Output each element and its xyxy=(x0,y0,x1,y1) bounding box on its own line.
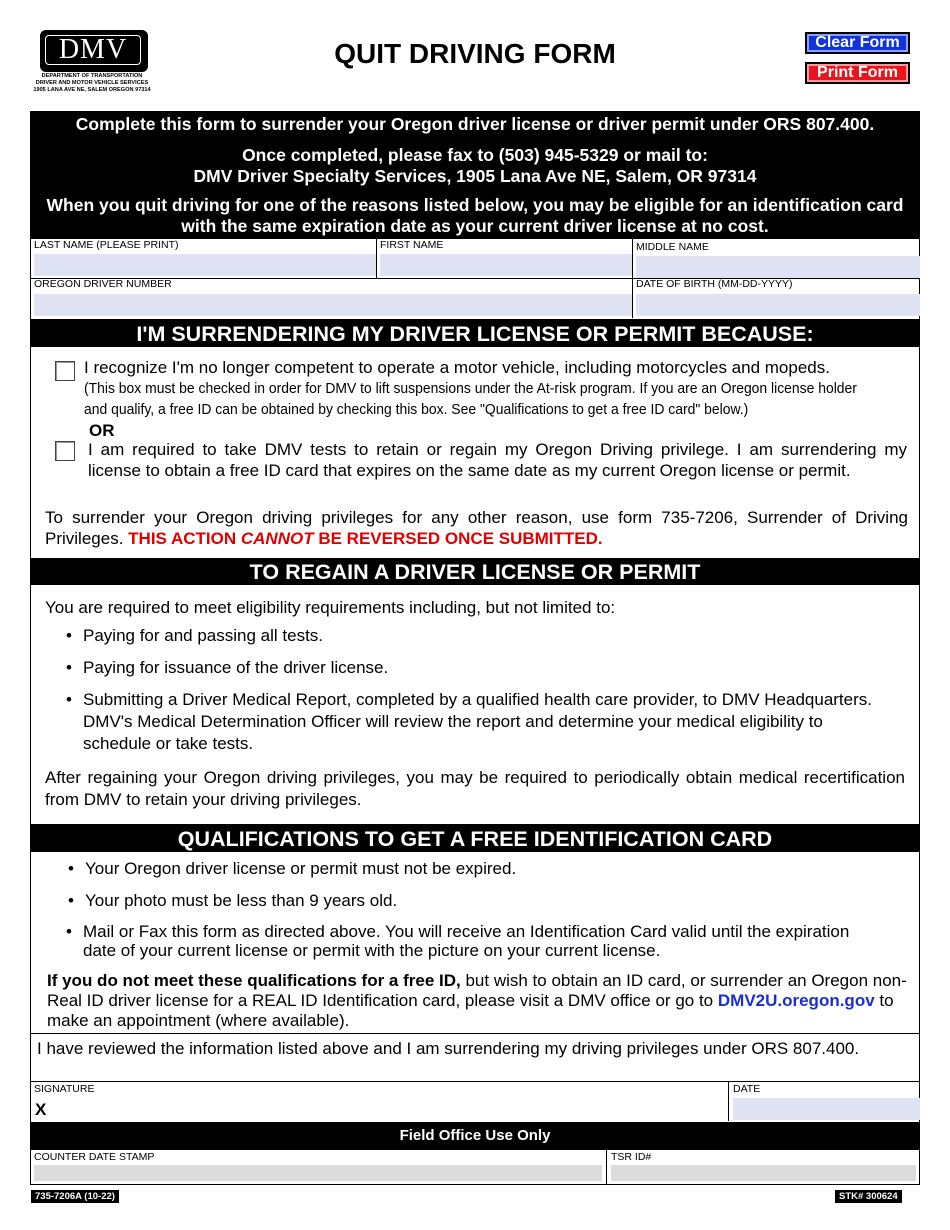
dob-label: DATE OF BIRTH (MM-DD-YYYY) xyxy=(636,278,793,290)
qual-bullet-3: Mail or Fax this form as directed above. You will receive an Identification Card valid until the expiration date of your current license or permit with the picture on your current license. xyxy=(83,922,850,960)
note-end: to make an appointment (where available). xyxy=(47,991,894,1030)
print-form-button[interactable]: Print Form xyxy=(805,62,910,84)
bullet-icon: • xyxy=(66,658,72,677)
divider xyxy=(30,1081,920,1082)
agency-address xyxy=(28,73,156,94)
last-name-input[interactable] xyxy=(34,254,376,276)
list-item xyxy=(66,657,903,679)
dmv-logo-text: DMV xyxy=(45,35,141,65)
list-item xyxy=(66,625,903,647)
banner-line-2: Once completed, please fax to (503) 945-5329 or mail to: xyxy=(242,145,708,165)
driver-number-label: OREGON DRIVER NUMBER xyxy=(34,278,172,290)
agency-line-2: DRIVER AND MOTOR VEHICLE SERVICES xyxy=(35,80,149,86)
form-number: 735-7206A (10-22) xyxy=(31,1190,119,1203)
qual-bullet-2: Your photo must be less than 9 years old. xyxy=(85,891,398,910)
tests-checkbox[interactable] xyxy=(55,441,75,461)
warning-post: BE REVERSED ONCE SUBMITTED. xyxy=(318,529,603,548)
banner-line-3: DMV Driver Specialty Services, 1905 Lana Ave NE, Salem, OR 97314 xyxy=(193,166,757,186)
option-2-text: I am required to take DMV tests to retain or regain my Oregon Driving privilege. I am surrendering my license to obtain a free ID card that expires on the same date as my current Oregon license or permit. xyxy=(88,440,907,480)
certify-statement: I have reviewed the information listed above and I am surrendering my driving privileges under ORS 807.400. xyxy=(37,1039,860,1058)
bullet-icon: • xyxy=(66,922,72,941)
dmv2u-link[interactable]: DMV2U.oregon.gov xyxy=(717,991,875,1010)
divider xyxy=(376,238,377,278)
signature-label: SIGNATURE xyxy=(34,1083,95,1095)
list-item xyxy=(68,858,905,880)
counter-stamp-label: COUNTER DATE STAMP xyxy=(34,1151,155,1163)
other-reason-body: To surrender your Oregon driving privileges for any other reason, use form 735-7206, Surrender of Driving Privileges. xyxy=(45,508,908,548)
qualifications-note xyxy=(47,971,907,1031)
other-reason-text xyxy=(45,507,908,549)
bullet-icon: • xyxy=(68,859,74,878)
regain-bullet-2: Paying for issuance of the driver license. xyxy=(83,658,389,677)
first-name-input[interactable] xyxy=(380,254,632,276)
clear-form-button[interactable]: Clear Form xyxy=(805,32,910,54)
warning-emphasis: CANNOT xyxy=(240,529,314,548)
bullet-icon: • xyxy=(68,891,74,910)
tsr-id-area xyxy=(611,1165,916,1181)
list-item xyxy=(66,689,873,755)
list-item xyxy=(66,922,863,960)
dob-input[interactable] xyxy=(636,294,920,316)
instructions-banner xyxy=(30,111,920,238)
agency-line-1: DEPARTMENT OF TRANSPORTATION xyxy=(41,73,143,79)
option-1-note: (This box must be checked in order for DMV to lift suspensions under the At-risk program. If you are an Oregon license holder and qualify, a free ID can be obtained by checking this box. See "Qualifications to get a free ID card" below.) xyxy=(84,381,857,418)
date-label: DATE xyxy=(733,1083,761,1095)
regain-after: After regaining your Oregon driving privileges, you may be required to periodically obtain medical recertification from DMV to retain your driving privileges. xyxy=(45,768,905,809)
stock-number: STK# 300624 xyxy=(835,1190,902,1203)
bullet-icon: • xyxy=(66,690,72,709)
or-label: OR xyxy=(89,421,115,440)
divider xyxy=(728,1081,729,1121)
middle-name-label: MIDDLE NAME xyxy=(636,241,709,253)
last-name-label: LAST NAME (PLEASE PRINT) xyxy=(34,239,179,251)
signature-input[interactable] xyxy=(52,1100,728,1121)
qualifications-heading: QUALIFICATIONS TO GET A FREE IDENTIFICATION CARD xyxy=(30,824,920,852)
first-name-label: FIRST NAME xyxy=(380,239,444,251)
office-use-heading: Field Office Use Only xyxy=(30,1122,920,1150)
note-text: but wish to obtain an ID card, or surrender an Oregon non-Real ID driver license for a REAL ID Identification card, please visit a DMV office or go to xyxy=(47,971,907,1010)
date-input[interactable] xyxy=(733,1098,920,1120)
option-1-text: I recognize I'm no longer competent to operate a motor vehicle, including motorcycles and mopeds. xyxy=(84,358,830,377)
qual-bullet-1: Your Oregon driver license or permit must not be expired. xyxy=(85,859,517,878)
regain-bullet-3: Submitting a Driver Medical Report, completed by a qualified health care provider, to DMV Headquarters. DMV's Medical Determination Officer will review the report and determine your medical eligibility to schedule or take tests. xyxy=(83,690,872,753)
signature-mark: X xyxy=(35,1100,47,1119)
agency-line-3: 1905 LANA AVE NE, SALEM OREGON 97314 xyxy=(33,87,151,93)
page-title: QUIT DRIVING FORM xyxy=(334,38,616,69)
regain-bullet-1: Paying for and passing all tests. xyxy=(83,626,324,645)
middle-name-input[interactable] xyxy=(636,256,920,278)
banner-line-1: Complete this form to surrender your Oregon driver license or driver permit under ORS 807.400. xyxy=(75,114,875,134)
surrender-heading: I'M SURRENDERING MY DRIVER LICENSE OR PERMIT BECAUSE: xyxy=(30,319,920,347)
banner-line-4: When you quit driving for one of the reasons listed below, you may be eligible for an identification card with the same expiration date as your current driver license at no cost. xyxy=(46,195,904,236)
driver-number-input[interactable] xyxy=(34,294,632,316)
dmv-logo xyxy=(40,30,148,72)
warning-pre: THIS ACTION xyxy=(128,529,237,548)
tsr-id-label: TSR ID# xyxy=(611,1151,652,1163)
regain-heading: TO REGAIN A DRIVER LICENSE OR PERMIT xyxy=(30,558,920,585)
divider xyxy=(30,1033,920,1034)
counter-stamp-area xyxy=(34,1165,602,1181)
competence-checkbox[interactable] xyxy=(55,361,75,381)
list-item xyxy=(68,890,905,912)
bullet-icon: • xyxy=(66,626,72,645)
note-bold: If you do not meet these qualifications for a free ID, xyxy=(47,971,461,990)
divider xyxy=(606,1150,607,1184)
regain-intro: You are required to meet eligibility requirements including, but not limited to: xyxy=(45,598,616,617)
